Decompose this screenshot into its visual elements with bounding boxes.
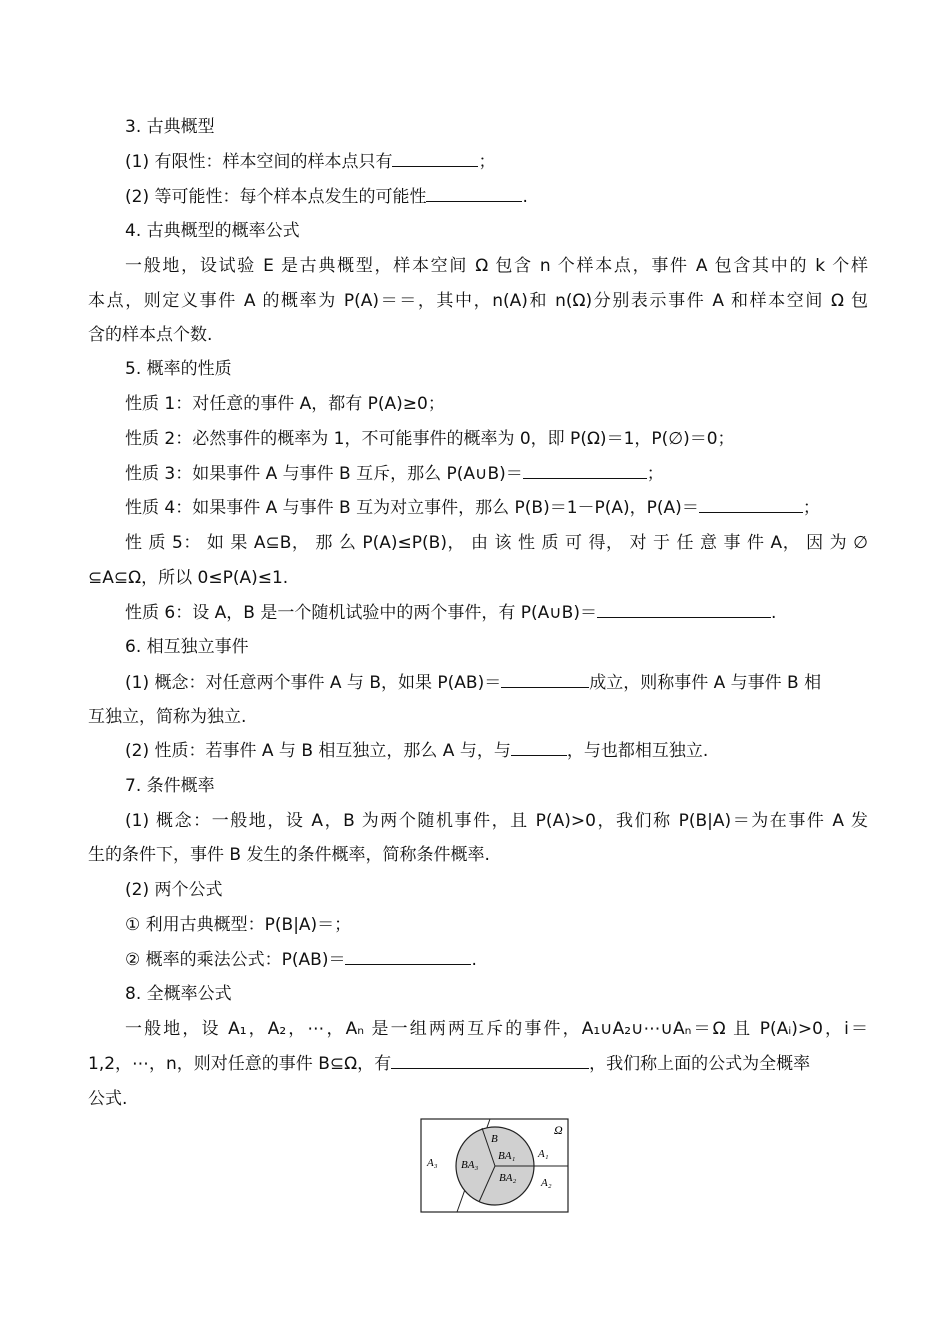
a1-label: A₁	[538, 1148, 549, 1160]
blank-9[interactable]	[391, 1054, 589, 1069]
property-5-line-1: 性 质 5： 如 果 A⊆B， 那 么 P(A)≤P(B)， 由 该 性 质 可 得， 对 于 任 意 事 件 A， 因 为 ∅	[125, 533, 868, 553]
property-1: 性质 1：对任意的事件 A，都有 P(A)≥0；	[125, 394, 445, 414]
independence-concept-line-2: 互独立，简称为独立.	[88, 707, 247, 727]
blank-5[interactable]	[597, 603, 771, 618]
formula-paragraph-line-2: 本点，则定义事件 A 的概率为 P(A)＝＝，其中，n(A)和 n(Ω)分别表示事件 A 和样本空间 Ω 包	[88, 291, 868, 311]
conditional-concept-line-2: 生的条件下，事件 B 发生的条件概率，简称条件概率.	[88, 845, 490, 865]
heading-classical-formula: 4. 古典概型的概率公式	[125, 221, 300, 241]
heading-independent-events: 6. 相互独立事件	[125, 637, 249, 657]
blank-3[interactable]	[523, 464, 647, 479]
total-probability-line-1: 一般地，设 A₁，A₂，⋯，Aₙ 是一组两两互斥的事件，A₁∪A₂∪⋯∪Aₙ＝Ω 且 P(Aᵢ)>0，i＝	[125, 1019, 868, 1039]
blank-7[interactable]	[511, 741, 567, 756]
property-5-line-2: ⊆A⊆Ω，所以 0≤P(A)≤1.	[88, 568, 289, 588]
heading-properties: 5. 概率的性质	[125, 359, 232, 379]
blank-2[interactable]	[426, 187, 522, 202]
independence-concept-line-1: (1) 概念：对任意两个事件 A 与 B，如果 P(AB)＝ 成立，则称事件 A 与事件 B 相	[125, 673, 822, 693]
ba2-label: BA₂	[499, 1172, 517, 1184]
property-4: 性质 4：如果事件 A 与事件 B 互为对立事件，那么 P(B)＝1－P(A)，P(A)＝ ；	[125, 498, 820, 518]
total-probability-line-3: 公式.	[88, 1089, 128, 1109]
finiteness-line: (1) 有限性：样本空间的样本点只有 ；	[125, 152, 496, 172]
formula-paragraph-line-3: 含的样本点个数.	[88, 325, 213, 345]
heading-classical-model: 3. 古典概型	[125, 117, 215, 137]
blank-6[interactable]	[501, 673, 589, 688]
a2-label: A₂	[541, 1177, 552, 1189]
blank-1[interactable]	[392, 152, 478, 167]
blank-4[interactable]	[699, 498, 803, 513]
ba1-label: BA₁	[498, 1150, 516, 1162]
heading-total-probability: 8. 全概率公式	[125, 984, 232, 1004]
total-probability-line-2: 1,2，⋯，n，则对任意的事件 B⊆Ω，有 ，我们称上面的公式为全概率	[88, 1054, 811, 1074]
formula-classical: ① 利用古典概型：P(B|A)＝；	[125, 915, 352, 935]
conditional-concept-line-1: (1) 概念：一般地，设 A，B 为两个随机事件，且 P(A)>0，我们称 P(B|A)＝为在事件 A 发	[125, 811, 868, 831]
blank-8[interactable]	[345, 950, 471, 965]
venn-diagram	[420, 1118, 570, 1214]
equal-likelihood-line: (2) 等可能性：每个样本点发生的可能性 .	[125, 187, 528, 207]
ba3-label: BA₃	[461, 1159, 479, 1171]
property-3: 性质 3：如果事件 A 与事件 B 互斥，那么 P(A∪B)＝ ；	[125, 464, 664, 484]
independence-property: (2) 性质：若事件 A 与 B 相互独立，那么 A 与，与 ，与也都相互独立.	[125, 741, 709, 761]
property-6: 性质 6：设 A，B 是一个随机试验中的两个事件，有 P(A∪B)＝ .	[125, 603, 777, 623]
two-formulas-heading: (2) 两个公式	[125, 880, 223, 900]
formula-paragraph-line-1: 一般地，设试验 E 是古典概型，样本空间 Ω 包含 n 个样本点，事件 A 包含其中的 k 个样	[125, 256, 868, 276]
a3-label: A₃	[427, 1157, 438, 1169]
formula-multiplication: ② 概率的乘法公式：P(AB)＝ .	[125, 950, 477, 970]
property-2: 性质 2：必然事件的概率为 1，不可能事件的概率为 0，即 P(Ω)＝1，P(∅)＝0；	[125, 429, 735, 449]
b-label: B	[491, 1133, 498, 1145]
omega-label: Ω	[554, 1123, 563, 1137]
heading-conditional-probability: 7. 条件概率	[125, 776, 215, 796]
